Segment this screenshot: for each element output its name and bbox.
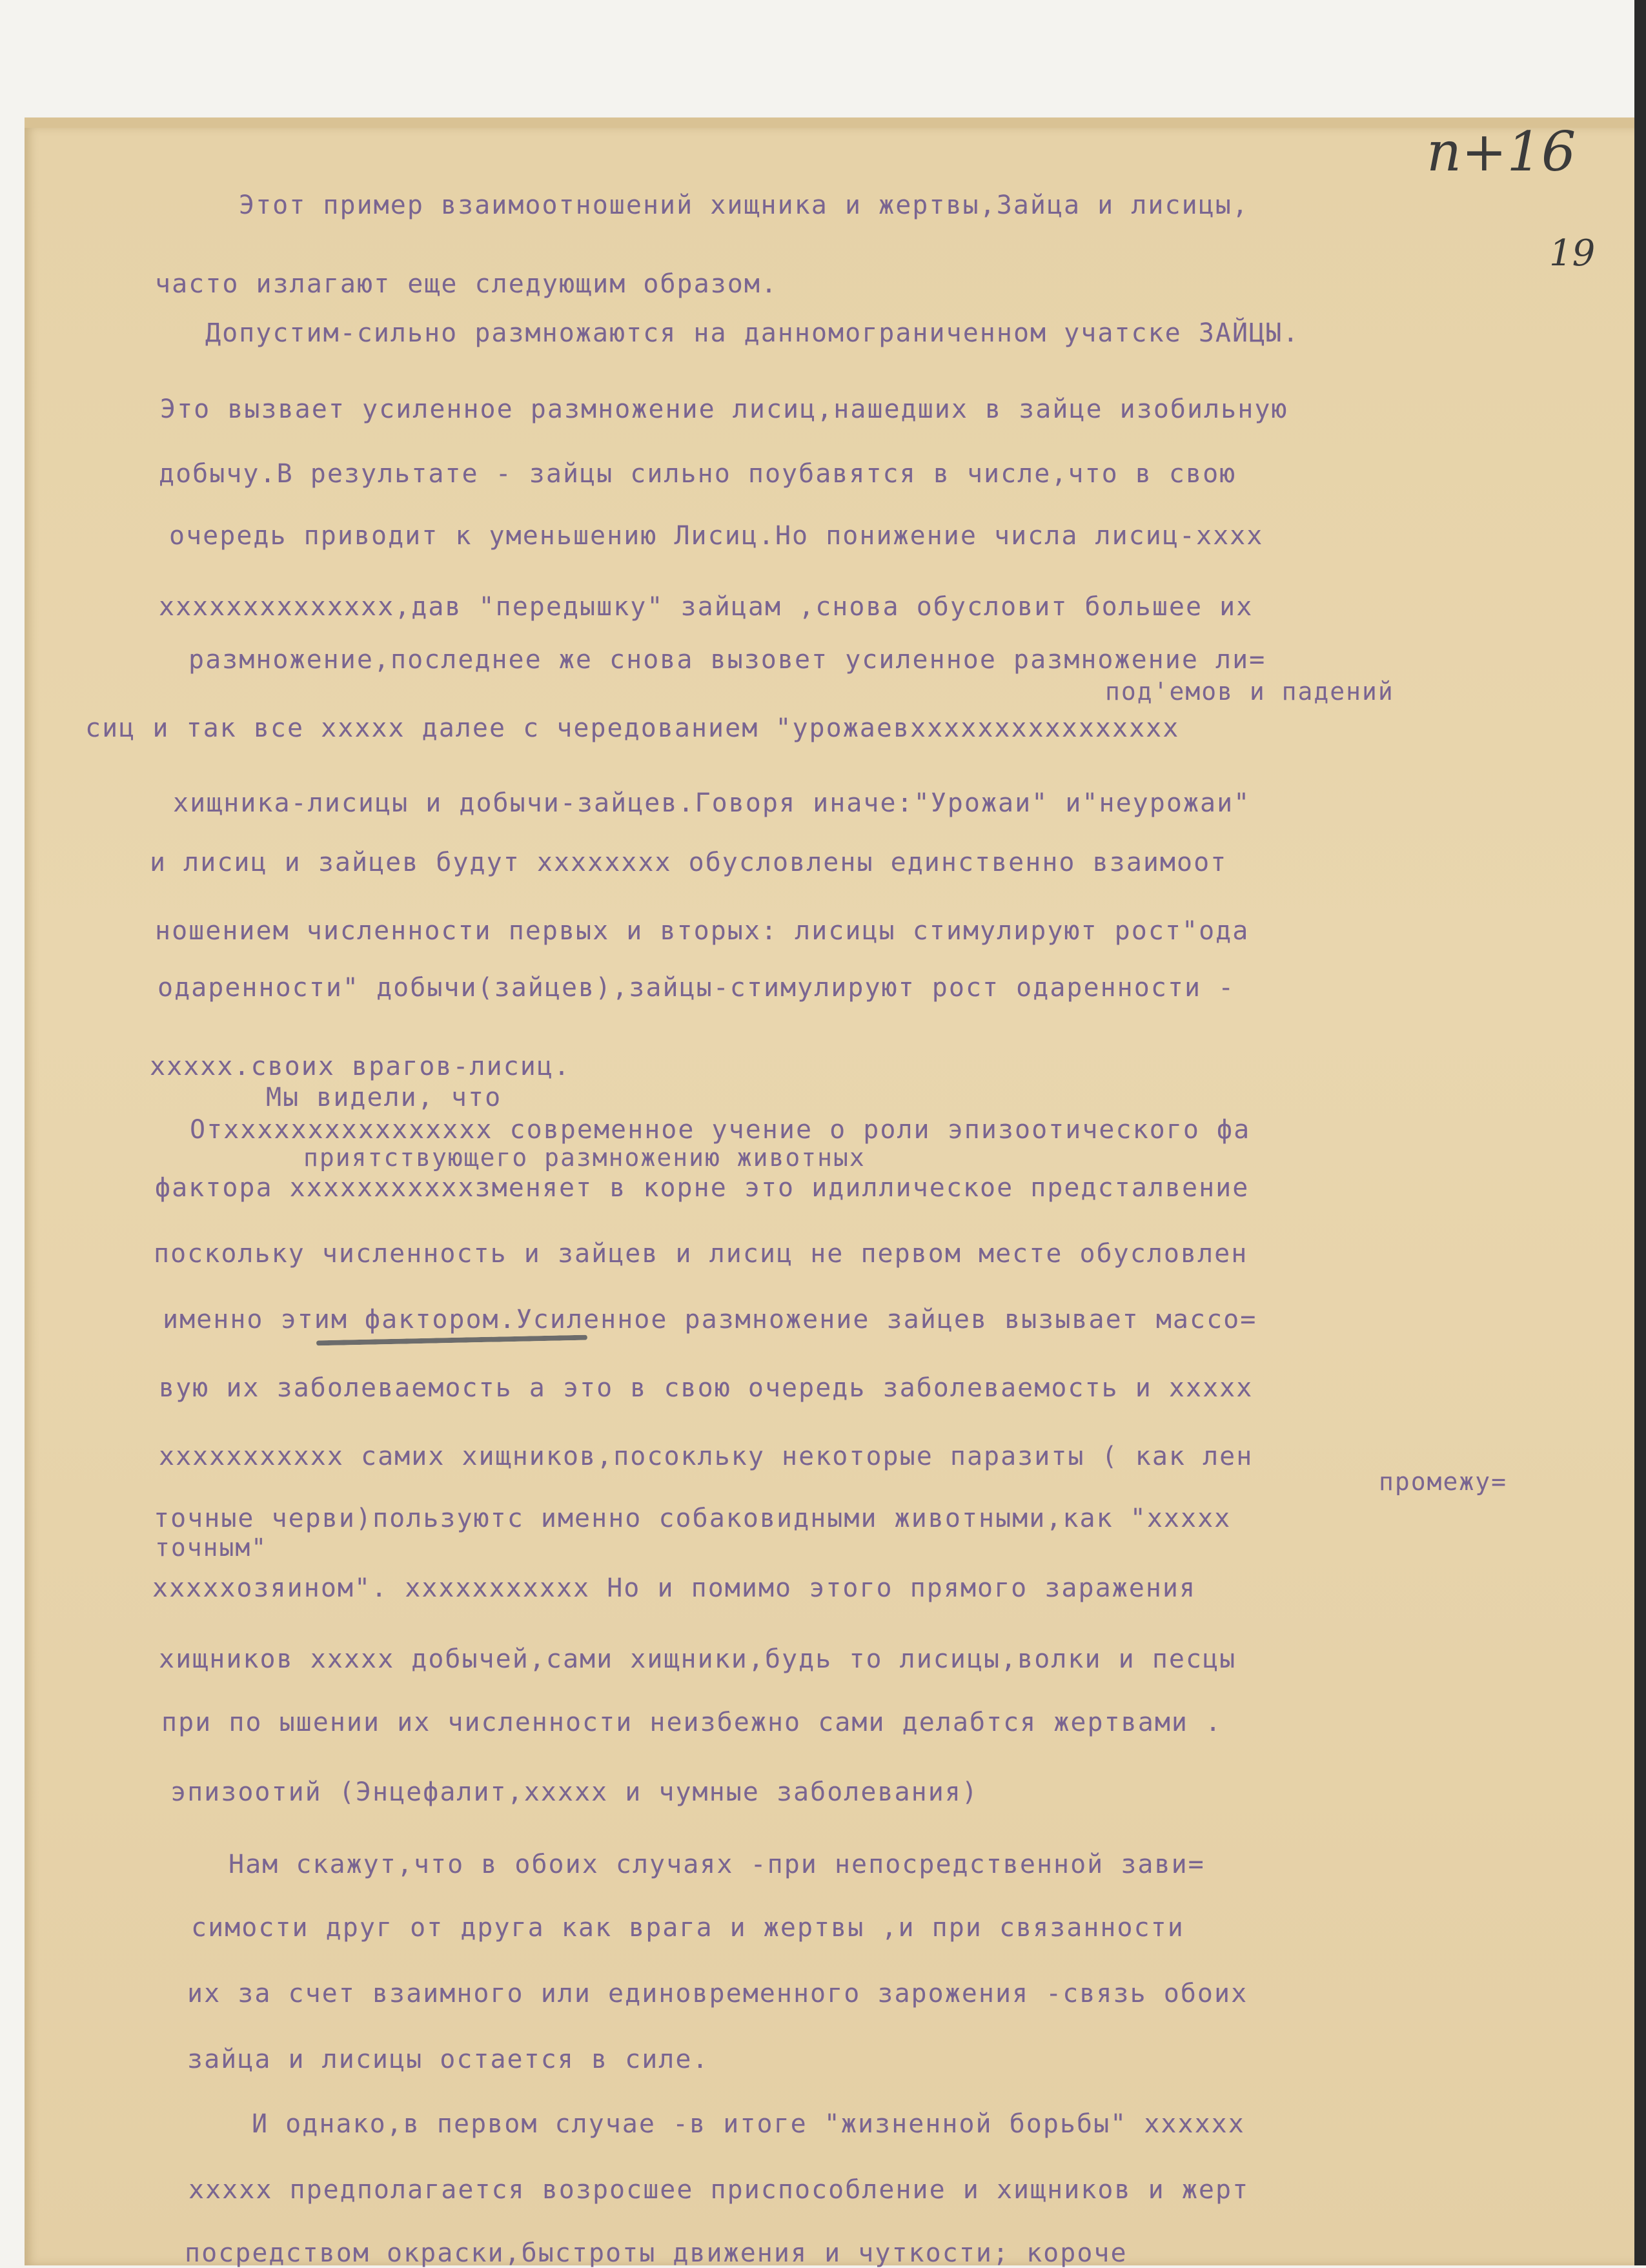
text-line: часто излагают еще следующим образом. [155,269,778,299]
text-line: ххххххххххх самих хищников,посокльку некоторые паразиты ( как лен [159,1442,1254,1471]
text-line: хххххххххххххх,дав "передышку" зайцам ,снова обусловит большее их [159,592,1254,622]
text-line: сиц и так все ххххх далее с чередованием "урожаевхххххххххххххххх [85,713,1180,743]
page-number: 19 [1549,232,1596,274]
text-line: ношением численности первых и вторых: лисицы стимулируют рост"ода [155,916,1250,946]
text-line: вую их заболеваемость а это в свою очередь заболеваемость и ххххх [159,1373,1254,1403]
text-line: их за счет взаимного или единовременного зарожения -связь обоих [187,1979,1248,2008]
text-line: Этот пример взаимоотношений хищника и жертвы,Зайца и лисицы, [239,190,1249,220]
text-line: хищника-лисицы и добычи-зайцев.Говоря иначе:"Урожаи" и"неурожаи" [173,788,1251,818]
text-line: добычу.В результате - зайцы сильно поубавятся в числе,что в свою [159,459,1237,489]
text-line: хищников ххххх добычей,сами хищники,будь то лисицы,волки и песцы [159,1644,1237,1674]
text-insert: Мы видели, что [266,1083,502,1112]
paper-top-edge [25,117,1646,128]
text-line: посредством окраски,быстроты движения и чуткости; короче [185,2238,1128,2268]
text-line: фактора хххххххххххзменяет в корне это идиллическое предсталвение [155,1173,1250,1203]
text-line: размножение,последнее же снова вызовет усиленное размножение ли= [188,645,1266,675]
text-insert: приятствующего размножению животных [303,1143,866,1172]
text-line: Допустим-сильно размножаются на данномограниченном учатске ЗАЙЦЫ. [205,318,1300,348]
text-insert: под'емов и падений [1105,677,1394,706]
text-line: одаренности" добычи(зайцев),зайцы-стимулируют рост одаренности - [157,973,1235,1003]
text-line: и лисиц и зайцев будут хххххххх обусловлены единственно взаимоот [150,848,1228,877]
text-line: эпизоотий (Энцефалит,ххххх и чумные заболевания) [170,1777,979,1807]
text-line: очередь приводит к уменьшению Лисиц.Но понижение числа лисиц-хххх [169,521,1264,551]
scan-border [1634,0,1646,2265]
text-line: точные черви)пользуютс именно собаковидными животными,как "ххххх [154,1504,1232,1533]
text-insert: точным" [155,1533,268,1562]
text-line: поскольку численность и зайцев и лисиц не первом месте обусловлен [154,1239,1248,1269]
text-line: И однако,в первом случае -в итоге "жизненной борьбы" хххххх [252,2109,1245,2139]
text-line: Это вызвает усиленное размножение лисиц,нашедших в зайце изобильную [160,394,1288,424]
text-line: Нам скажут,что в обоих случаях -при непосредственной зави= [229,1850,1205,1879]
archive-number: n+16 [1427,120,1576,183]
text-line: хххххозяином". ххххххххххх Но и помимо этого прямого заражения [152,1573,1197,1603]
text-line: ххххх предполагается возросшее приспособление и хищников и жерт [188,2175,1250,2205]
text-line: симости друг от друга как врага и жертвы ,и при связанности [191,1913,1184,1943]
text-insert: промежу= [1379,1467,1508,1496]
text-line: зайца и лисицы остается в силе. [187,2045,709,2074]
text-line: при по ышении их численности неизбежно сами делабтся жертвами . [161,1708,1223,1737]
text-line: ххххх.своих врагов-лисиц. [150,1052,571,1081]
text-line: Отхххххххххххххххх современное учение о роли эпизоотического фа [190,1115,1251,1145]
text-line: именно этим фактором.Усиленное размножение зайцев вызывает массо= [163,1305,1257,1334]
